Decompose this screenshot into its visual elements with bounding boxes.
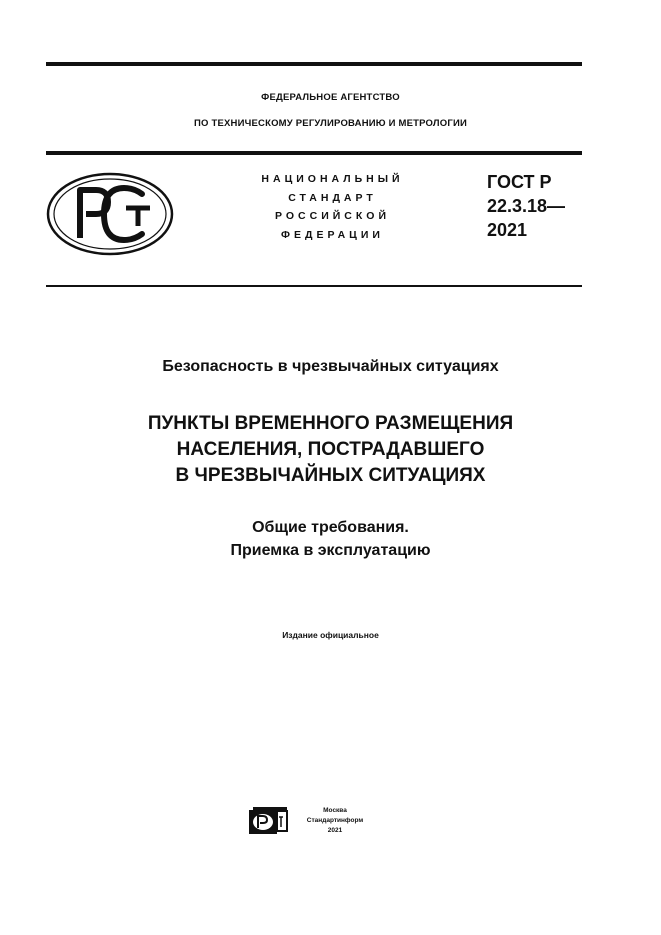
standard-type — [225, 170, 440, 244]
document-subject: Безопасность в чрезвычайных ситуациях — [162, 358, 499, 375]
gost-designation — [487, 170, 565, 242]
document-subtitle-line-1: Общие требования. — [252, 519, 409, 536]
document-title-line-2: НАСЕЛЕНИЯ, ПОСТРАДАВШЕГО — [176, 439, 485, 460]
publisher-info — [300, 806, 370, 836]
gost-designation-line-3: 2021 — [487, 220, 528, 240]
agency-line-2: ПО ТЕХНИЧЕСКОМУ РЕГУЛИРОВАНИЮ И МЕТРОЛОГИИ — [194, 118, 467, 129]
standard-type-line-1: НАЦИОНАЛЬНЫЙ — [261, 173, 404, 185]
publisher-name: Стандартинформ — [306, 817, 364, 824]
standard-type-line-3: РОССИЙСКОЙ — [275, 210, 390, 222]
top-rule — [46, 62, 582, 66]
publisher-year: 2021 — [327, 827, 343, 834]
document-subtitle-line-2: Приемка в эксплуатацию — [230, 542, 431, 559]
header-rule — [46, 151, 582, 155]
document-subtitle — [0, 516, 661, 562]
standard-type-line-2: СТАНДАРТ — [288, 191, 377, 204]
gost-rst-logo-icon — [46, 172, 174, 261]
document-title-line-3: В ЧРЕЗВЫЧАЙНЫХ СИТУАЦИЯХ — [175, 465, 486, 486]
gost-designation-line-1: ГОСТ Р — [487, 172, 552, 192]
standard-type-line-4: ФЕДЕРАЦИИ — [281, 228, 384, 241]
gost-designation-line-2: 22.3.18— — [487, 196, 566, 216]
standartinform-logo-icon — [248, 806, 290, 841]
document-title — [0, 411, 661, 489]
edition-label: Издание официальное — [282, 630, 379, 640]
publisher-city: Москва — [323, 807, 347, 814]
header-bottom-rule — [46, 285, 582, 287]
agency-line-1: ФЕДЕРАЛЬНОЕ АГЕНТСТВО — [261, 92, 400, 103]
document-title-line-1: ПУНКТЫ ВРЕМЕННОГО РАЗМЕЩЕНИЯ — [147, 413, 514, 434]
